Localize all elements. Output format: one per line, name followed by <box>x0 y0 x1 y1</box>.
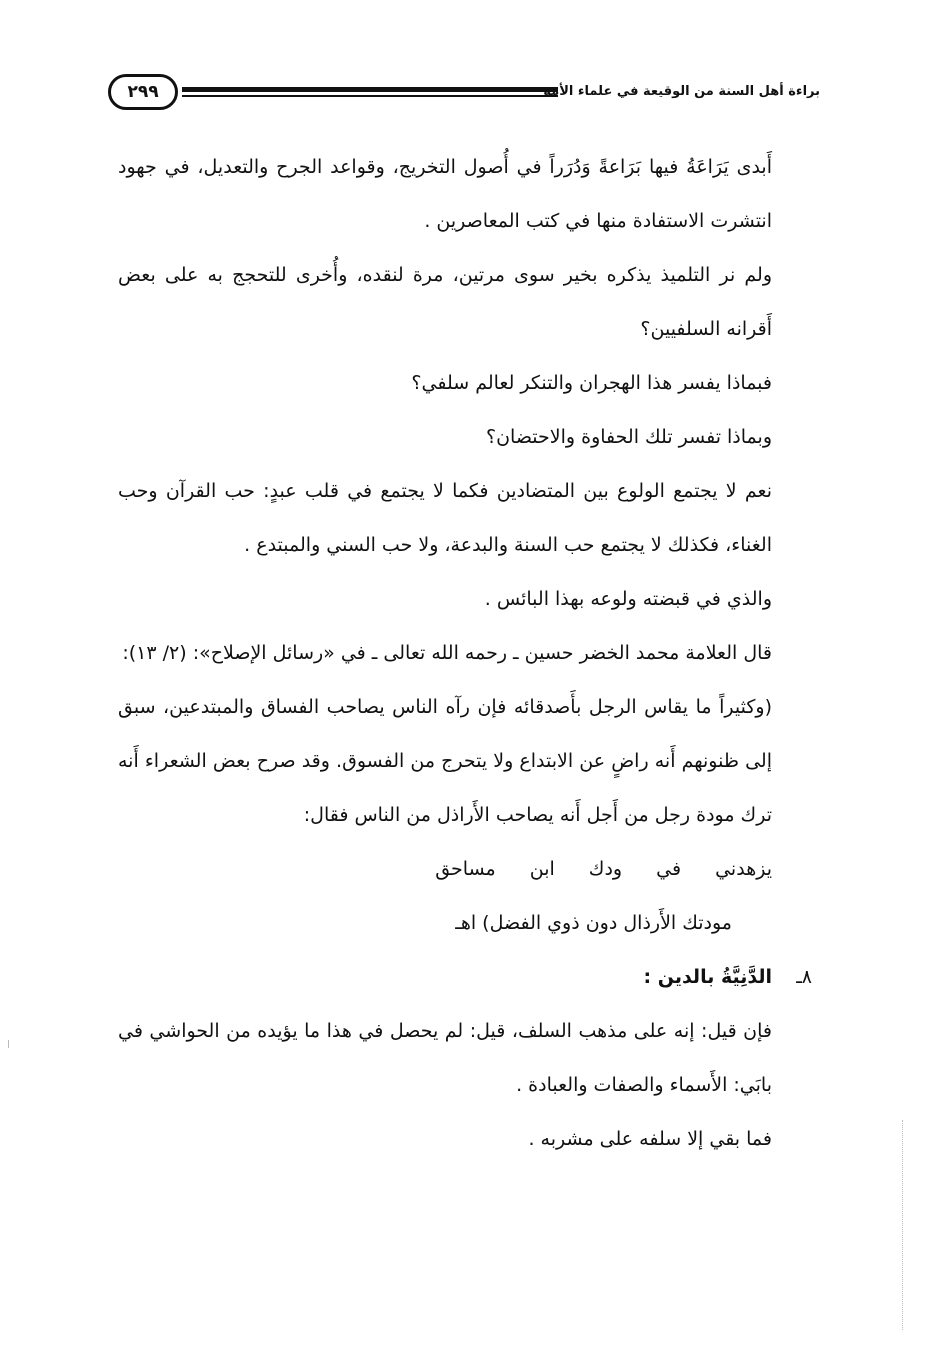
poem-verse-1: يزهدني في ودك ابن مساحق <box>435 858 772 880</box>
paragraph-3: فبماذا يفسر هذا الهجران والتنكر لعالم سلفي؟ <box>411 372 772 394</box>
section-number: ٨ـ <box>796 966 812 988</box>
header-rule-thick <box>182 87 558 92</box>
scan-edge-tick <box>8 1040 9 1048</box>
paragraph-5: نعم لا يجتمع الولوع بين المتضادين فكما لا يجتمع في قلب عبدٍ: حب القرآن وحب الغناء، فكذلك لا يجتمع حب السنة والبدعة، ولا حب السني والمبتدع . <box>118 480 772 556</box>
section-title: الدَّنِيَّةُ بالدين : <box>643 966 772 988</box>
paragraph-6: والذي في قبضته ولوعه بهذا البائس . <box>484 588 772 610</box>
header-rule <box>182 87 558 97</box>
running-title: براءة أهل السنة من الوقيعة في علماء الأمة <box>543 84 820 99</box>
paragraph-9: فإن قيل: إنه على مذهب السلف، قيل: لم يحصل في هذا ما يؤيده من الحواشي في بابَي: الأَسماء والصفات والعبادة . <box>118 1020 772 1096</box>
paragraph-4: وبماذا تفسر تلك الحفاوة والاحتضان؟ <box>486 426 772 448</box>
page-number-badge: ٢٩٩ <box>108 74 178 110</box>
page-body <box>118 140 812 1166</box>
paragraph-1: أَبدى يَرَاعَةُ فيها بَرَاعةً وَدُرَراً في أُصول التخريج، وقواعد الجرح والتعديل، في جهود انتشرت الاستفادة منها في كتب المعاصرين . <box>118 156 772 232</box>
section-heading <box>118 950 812 1004</box>
paragraph-8-quote: (وكثيراً ما يقاس الرجل بأَصدقائه فإن رآه الناس يصاحب الفساق والمبتدعين، سبق إلى ظنونهم أَنه راضٍ عن الابتداع ولا يتحرج من الفسوق. وقد صرح بعض الشعراء أَنه ترك مودة رجل من أَجل أَنه يصاحب الأَراذل من الناس فقال: <box>118 696 772 826</box>
paragraph-7: قال العلامة محمد الخضر حسين ـ رحمه الله تعالى ـ في «رسائل الإصلاح»: (٢/ ١٣): <box>122 642 772 664</box>
scan-edge-mark <box>902 1120 904 1330</box>
page-header <box>108 72 820 120</box>
header-rule-thin <box>182 95 558 97</box>
poem-verse-2: مودتك الأَرذال دون ذوي الفضل) اهـ <box>455 912 732 934</box>
paragraph-2: ولم نر التلميذ يذكره بخير سوى مرتين، مرة لنقده، وأُخرى للتحجج به على بعض أَقرانه السلفيين؟ <box>118 264 772 340</box>
paragraph-10: فما بقي إلا سلفه على مشربه . <box>528 1128 772 1150</box>
